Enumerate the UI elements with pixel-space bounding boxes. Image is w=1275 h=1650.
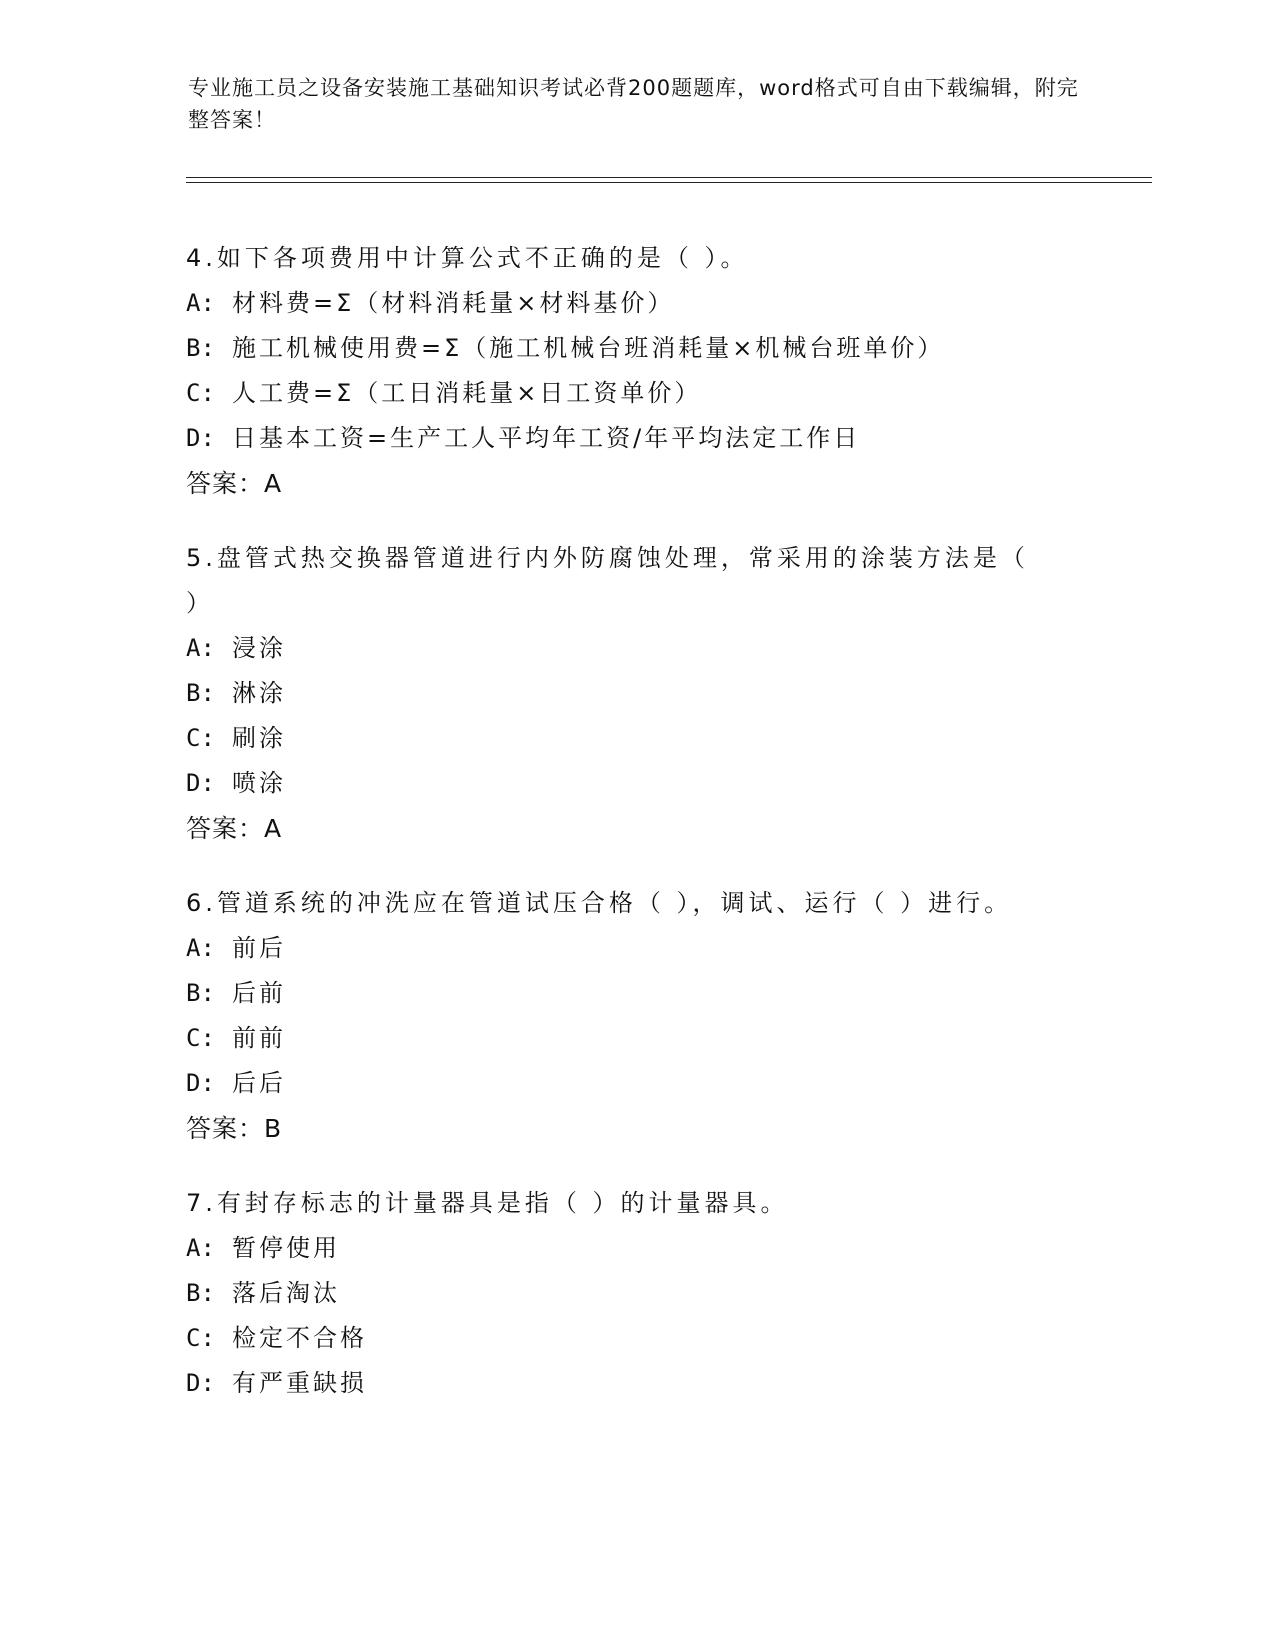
option-b	[186, 326, 1086, 371]
option-b	[186, 1271, 1086, 1316]
option-text: 后前	[232, 979, 286, 1007]
option-text: 后后	[232, 1069, 286, 1097]
option-text: 喷涂	[232, 769, 286, 797]
option-a	[186, 1226, 1086, 1271]
option-letter: C:	[186, 724, 215, 752]
option-c	[186, 1016, 1086, 1061]
option-text: 暂停使用	[232, 1234, 340, 1262]
option-letter: D:	[186, 424, 215, 452]
option-letter: A:	[186, 934, 215, 962]
option-text: 落后淘汰	[232, 1279, 340, 1307]
answer-line: 答案：B	[186, 1114, 283, 1143]
question-item	[186, 536, 1086, 851]
option-text: 人工费=Σ（工日消耗量×日工资单价）	[232, 379, 702, 407]
option-d	[186, 1361, 1086, 1406]
option-letter: D:	[186, 1369, 215, 1397]
question-stem: 7.有封存标志的计量器具是指（ ）的计量器具。	[186, 1189, 789, 1217]
question-stem: 5.盘管式热交换器管道进行内外防腐蚀处理，常采用的涂装方法是（ ）	[186, 544, 1029, 617]
option-d	[186, 1061, 1086, 1106]
question-item	[186, 881, 1086, 1151]
question-item	[186, 236, 1086, 506]
option-letter: A:	[186, 1234, 215, 1262]
option-text: 材料费=Σ（材料消耗量×材料基价）	[232, 289, 675, 317]
option-letter: B:	[186, 334, 215, 362]
option-b	[186, 671, 1086, 716]
option-text: 前后	[232, 934, 286, 962]
option-c	[186, 1316, 1086, 1361]
option-letter: D:	[186, 769, 215, 797]
option-text: 有严重缺损	[232, 1369, 367, 1397]
header-divider-top	[186, 177, 1152, 178]
option-letter: C:	[186, 1024, 215, 1052]
answer-line: 答案：A	[186, 469, 283, 498]
spacer	[186, 851, 1086, 881]
document-header: 专业施工员之设备安装施工基础知识考试必背200题题库，word格式可自由下载编辑，附完整答案！	[188, 76, 1079, 132]
spacer	[186, 1151, 1086, 1181]
question-item	[186, 1181, 1086, 1406]
option-a	[186, 626, 1086, 671]
header-divider-bottom	[186, 182, 1152, 183]
option-letter: C:	[186, 1324, 215, 1352]
question-list	[186, 236, 1086, 1406]
option-text: 刷涂	[232, 724, 286, 752]
option-letter: B:	[186, 979, 215, 1007]
option-a	[186, 281, 1086, 326]
option-c	[186, 716, 1086, 761]
option-text: 浸涂	[232, 634, 286, 662]
option-d	[186, 416, 1086, 461]
question-stem: 6.管道系统的冲洗应在管道试压合格（ ），调试、运行（ ）进行。	[186, 889, 1013, 917]
spacer	[186, 506, 1086, 536]
option-c	[186, 371, 1086, 416]
answer-line: 答案：A	[186, 814, 283, 843]
option-d	[186, 761, 1086, 806]
option-letter: D:	[186, 1069, 215, 1097]
option-letter: A:	[186, 634, 215, 662]
option-text: 淋涂	[232, 679, 286, 707]
option-a	[186, 926, 1086, 971]
option-letter: B:	[186, 1279, 215, 1307]
option-text: 日基本工资=生产工人平均年工资/年平均法定工作日	[232, 424, 861, 452]
option-letter: B:	[186, 679, 215, 707]
option-text: 前前	[232, 1024, 286, 1052]
option-text: 检定不合格	[232, 1324, 367, 1352]
option-b	[186, 971, 1086, 1016]
option-letter: A:	[186, 289, 215, 317]
question-stem: 4.如下各项费用中计算公式不正确的是（ ）。	[186, 244, 749, 272]
option-letter: C:	[186, 379, 215, 407]
option-text: 施工机械使用费=Σ（施工机械台班消耗量×机械台班单价）	[232, 334, 945, 362]
